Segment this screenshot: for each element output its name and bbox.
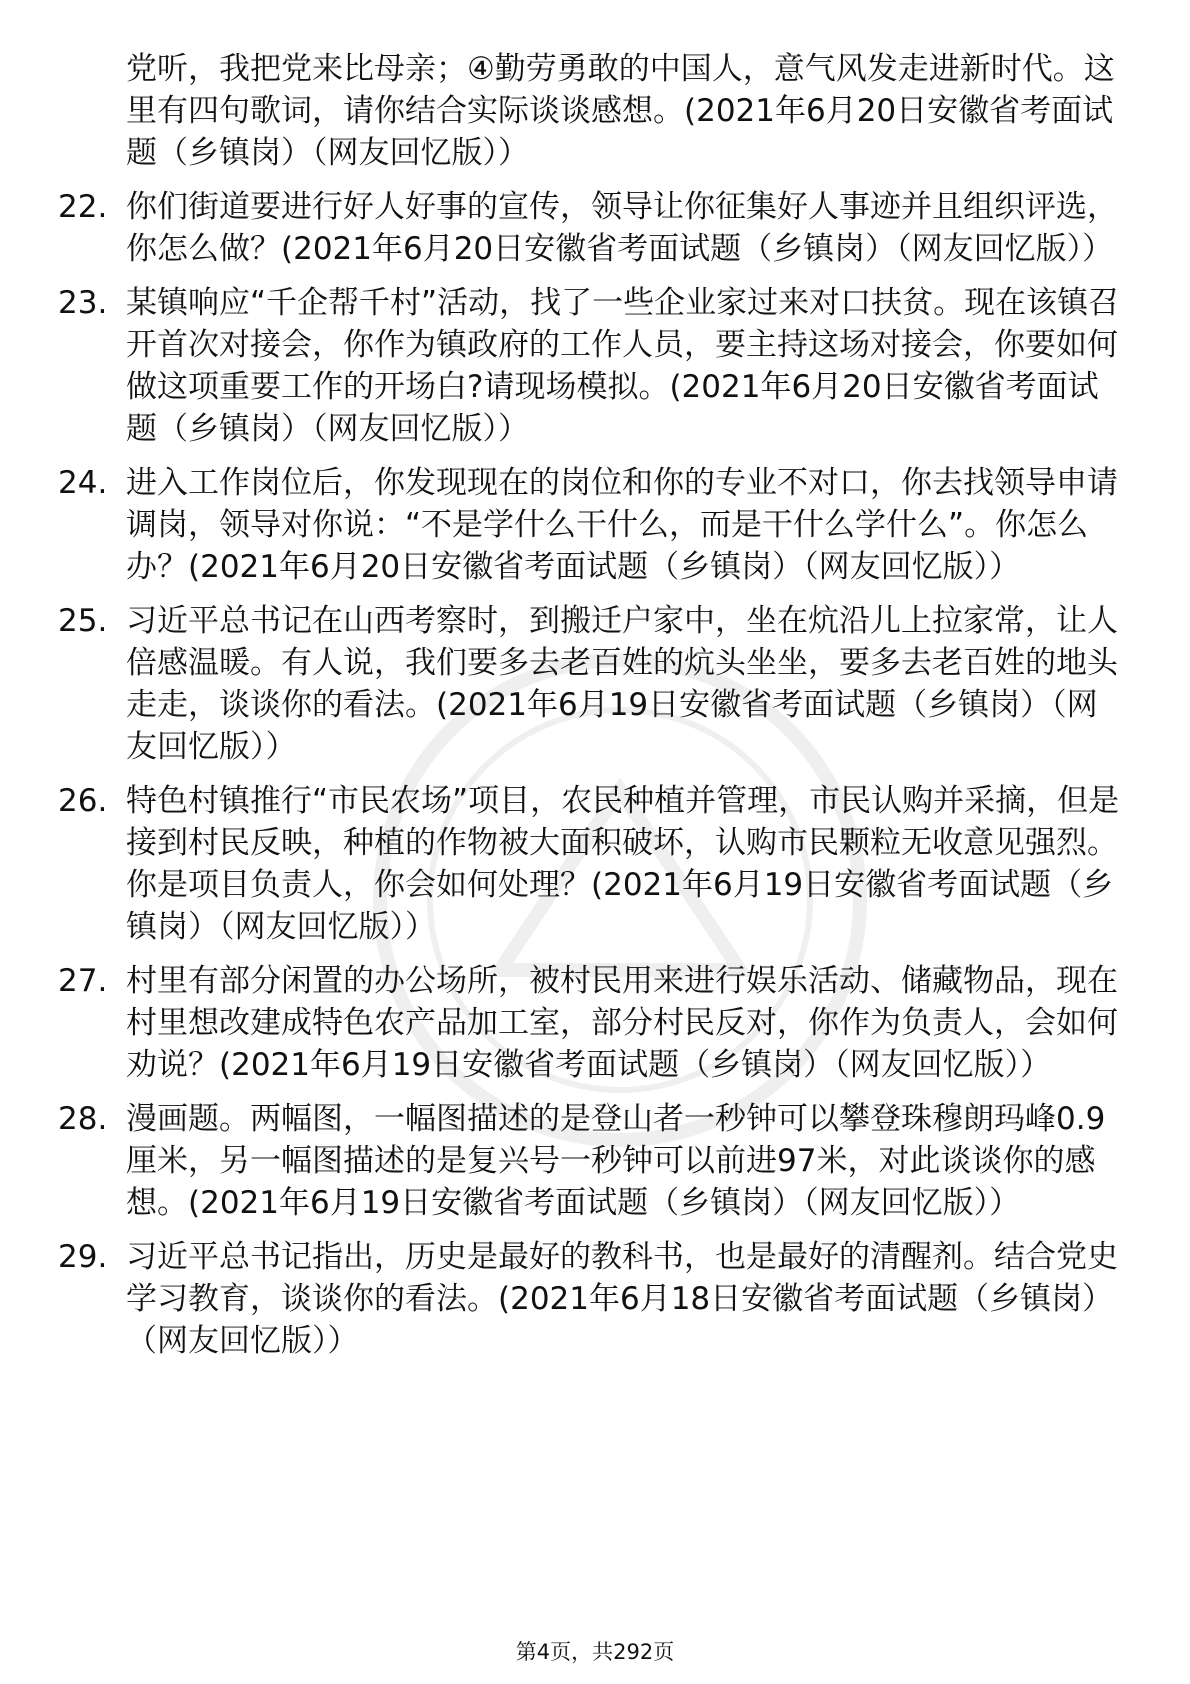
question-item xyxy=(58,960,1128,1086)
question-number: 22. xyxy=(58,189,108,225)
question-item xyxy=(58,600,1128,768)
question-number: 26. xyxy=(58,783,108,819)
question-list xyxy=(58,48,1128,1374)
question-number: 24. xyxy=(58,465,108,501)
question-item xyxy=(58,1098,1128,1224)
page-number-footer: 第4页，共292页 xyxy=(515,1640,675,1664)
question-item xyxy=(58,282,1128,450)
question-item xyxy=(58,186,1128,270)
question-text: 你们街道要进行好人好事的宣传，领导让你征集好人事迹并且组织评选，你怎么做？(2021年6月20日安徽省考面试题（乡镇岗）（网友回忆版）） xyxy=(126,189,1118,267)
question-text: 村里有部分闲置的办公场所，被村民用来进行娱乐活动、储藏物品，现在村里想改建成特色农产品加工室，部分村民反对，你作为负责人，会如何劝说？(2021年6月19日安徽省考面试题（乡镇岗）（网友回忆版）） xyxy=(126,963,1118,1083)
question-text: 特色村镇推行“市民农场”项目，农民种植并管理，市民认购并采摘，但是接到村民反映，种植的作物被大面积破坏，认购市民颗粒无收意见强烈。你是项目负责人，你会如何处理？(2021年6月19日安徽省考面试题（乡镇岗）（网友回忆版）） xyxy=(126,783,1120,945)
question-number: 25. xyxy=(58,603,108,639)
question-number: 28. xyxy=(58,1101,108,1137)
question-text: 党听，我把党来比母亲；④勤劳勇敢的中国人，意气风发走进新时代。这里有四句歌词，请你结合实际谈谈感想。(2021年6月20日安徽省考面试题（乡镇岗）（网友回忆版）） xyxy=(126,51,1115,171)
question-item xyxy=(58,780,1128,948)
question-item xyxy=(58,462,1128,588)
question-number: 27. xyxy=(58,963,108,999)
question-item xyxy=(58,48,1128,174)
question-text: 进入工作岗位后，你发现现在的岗位和你的专业不对口，你去找领导申请调岗，领导对你说：“不是学什么干什么，而是干什么学什么”。你怎么办？(2021年6月20日安徽省考面试题（乡镇岗）（网友回忆版）） xyxy=(126,465,1118,585)
question-item xyxy=(58,1236,1128,1362)
question-text: 习近平总书记在山西考察时，到搬迁户家中，坐在炕沿儿上拉家常，让人倍感温暖。有人说，我们要多去老百姓的炕头坐坐，要多去老百姓的地头走走，谈谈你的看法。(2021年6月19日安徽省考面试题（乡镇岗）（网友回忆版）） xyxy=(126,603,1118,765)
question-text: 习近平总书记指出，历史是最好的教科书，也是最好的清醒剂。结合党史学习教育，谈谈你的看法。(2021年6月18日安徽省考面试题（乡镇岗）（网友回忆版）） xyxy=(126,1239,1118,1359)
question-number: 23. xyxy=(58,285,108,321)
question-text: 漫画题。两幅图，一幅图描述的是登山者一秒钟可以攀登珠穆朗玛峰0.9厘米，另一幅图描述的是复兴号一秒钟可以前进97米，对此谈谈你的感想。(2021年6月19日安徽省考面试题（乡镇岗）（网友回忆版）） xyxy=(126,1101,1106,1221)
question-number: 29. xyxy=(58,1239,108,1275)
question-text: 某镇响应“千企帮千村”活动，找了一些企业家过来对口扶贫。现在该镇召开首次对接会，你作为镇政府的工作人员，要主持这场对接会，你要如何做这项重要工作的开场白?请现场模拟。(2021年6月20日安徽省考面试题（乡镇岗）（网友回忆版）） xyxy=(126,285,1120,447)
